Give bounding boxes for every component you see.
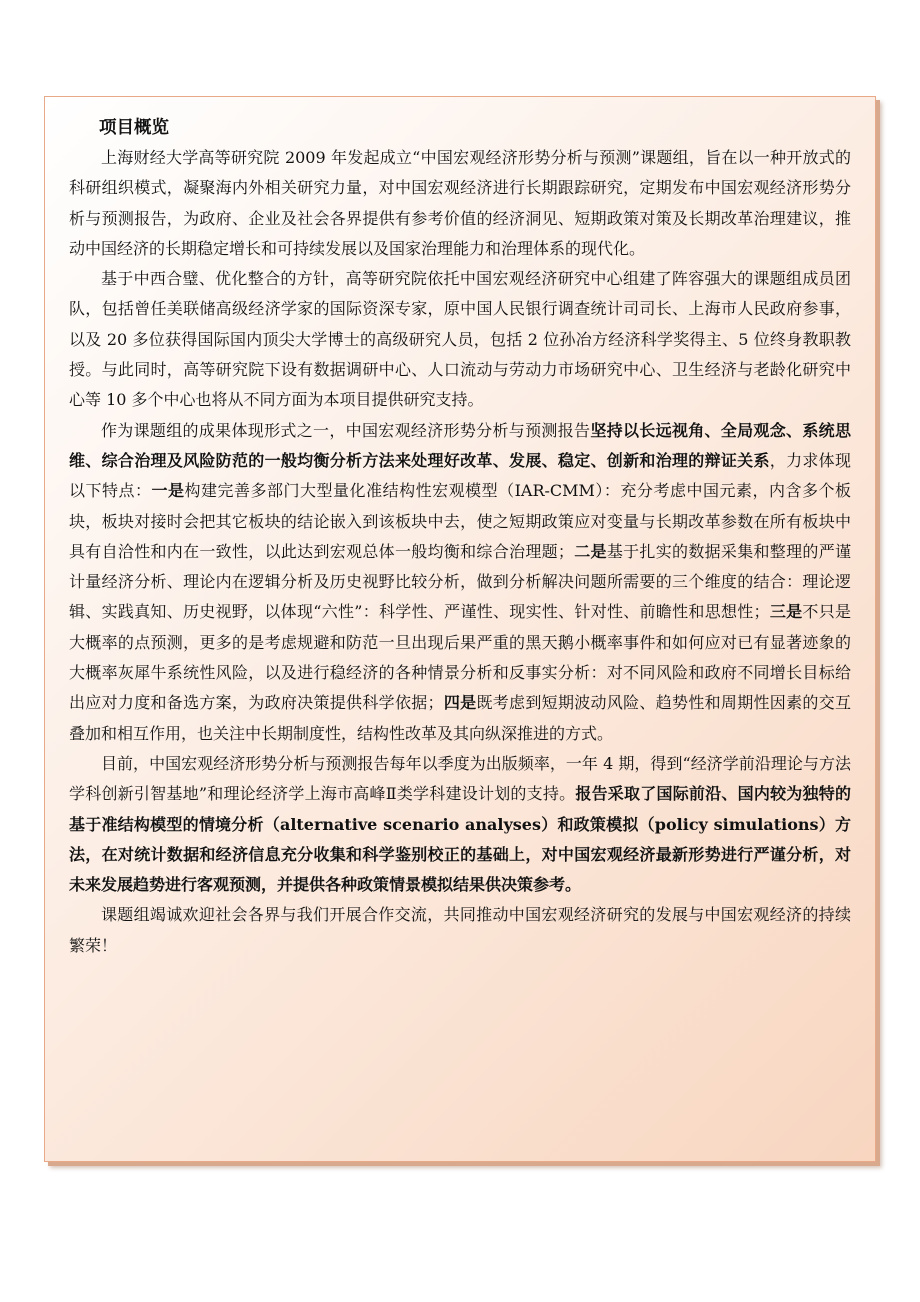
page-title: 项目概览 [99,118,169,138]
paragraph-intro: 上海财经大学高等研究院 2009 年发起成立“中国宏观经济形势分析与预测”课题组，旨在以一种开放式的科研组织模式，凝聚海内外相关研究力量，对中国宏观经济进行长期跟踪研究，定期发布中国宏观经济形势分析与预测报告，为政府、企业及社会各界提供有参考价值的经济洞见、短期政策对策及长期改革治理建议，推动中国经济的长期稳定增长和可持续发展以及国家治理能力和治理体系的现代化。 [69,148,851,258]
feature-label-1: 一是 [151,481,185,501]
feature-text-1: 构建完善多部门大型量化准结构性宏观模型（IAR-CMM）：充分考虑中国元素，内含多个板块，板块对接时会把其它板块的结论嵌入到该板块中去，使之短期政策应对变量与长期改革参数在所有板块中具有自洽性和内在一致性，以此达到宏观总体一般均衡和综合治理题； [69,481,851,561]
project-overview-panel [44,96,876,1162]
feature-text-2: 基于扎实的数据采集和整理的严谨计量经济分析、理论内在逻辑分析及历史视野比较分析，做到分析解决问题所需要的三个维度的结合：理论逻辑、实践真知、历史视野，以体现“六性”：科学性、严谨性、现实性、针对性、前瞻性和思想性； [69,541,851,622]
feature-label-2: 二是 [573,541,607,561]
features-bold-principle: 坚持以长远视角、全局观念、系统思维、综合治理及风险防范的一般均衡分析方法来处理好改革、发展、稳定、创新和治理的辩证关系 [69,420,851,470]
features-text-1: 作为课题组的成果体现形式之一，中国宏观经济形势分析与预测报告 [101,420,591,440]
paragraph-welcome: 课题组竭诚欢迎社会各界与我们开展合作交流，共同推动中国宏观经济研究的发展与中国宏观经济的持续繁荣！ [69,905,851,955]
paragraph-team: 基于中西合璧、优化整合的方针，高等研究院依托中国宏观经济研究中心组建了阵容强大的课题组成员团队，包括曾任美联储高级经济学家的国际资深专家，原中国人民银行调查统计司司长、上海市人民政府参事，以及 20 多位获得国际国内顶尖大学博士的高级研究人员，包括 2 位孙冶方经济科学奖得主、5 位终身教职教授。与此同时，高等研究院下设有数据调研中心、人口流动与劳动力市场研究中心、卫生经济与老龄化研究中心等 10 多个中心也将从不同方面为本项目提供研究支持。 [69,269,851,410]
paragraph-publication [69,749,851,900]
paragraph-report-features [69,416,851,749]
feature-label-4: 四是 [443,693,477,713]
features-text-2: ，力求体现以下特点： [69,450,851,501]
feature-text-3: 不只是大概率的点预测，更多的是考虑规避和防范一旦出现后果严重的黑天鹅小概率事件和如何应对已有显著迹象的大概率灰犀牛系统性风险，以及进行稳经济的各种情景分析和反事实分析：对不同风险和政府不同增长目标给出应对力度和备选方案，为政府决策提供科学依据； [69,602,851,713]
feature-label-3: 三是 [769,602,803,622]
feature-text-4: 既考虑到短期波动风险、趋势性和周期性因素的交互叠加和相互作用，也关注中长期制度性，结构性改革及其向纵深推进的方式。 [69,693,851,743]
publication-bold-method: 报告采取了国际前沿、国内较为独特的基于准结构模型的情境分析（alternative scenario analyses）和政策模拟（policy simulations）方法，在对统计数据和经济信息充分收集和科学鉴别校正的基础上，对中国宏观经济最新形势进行严谨分析，对未来发展趋势进行客观预测，并提供各种政策情景模拟结果供决策参考。 [69,784,851,895]
publication-text: 目前，中国宏观经济形势分析与预测报告每年以季度为出版频率，一年 4 期，得到“经济学前沿理论与方法学科创新引智基地”和理论经济学上海市高峰Ⅱ类学科建设计划的支持。 [69,753,851,804]
